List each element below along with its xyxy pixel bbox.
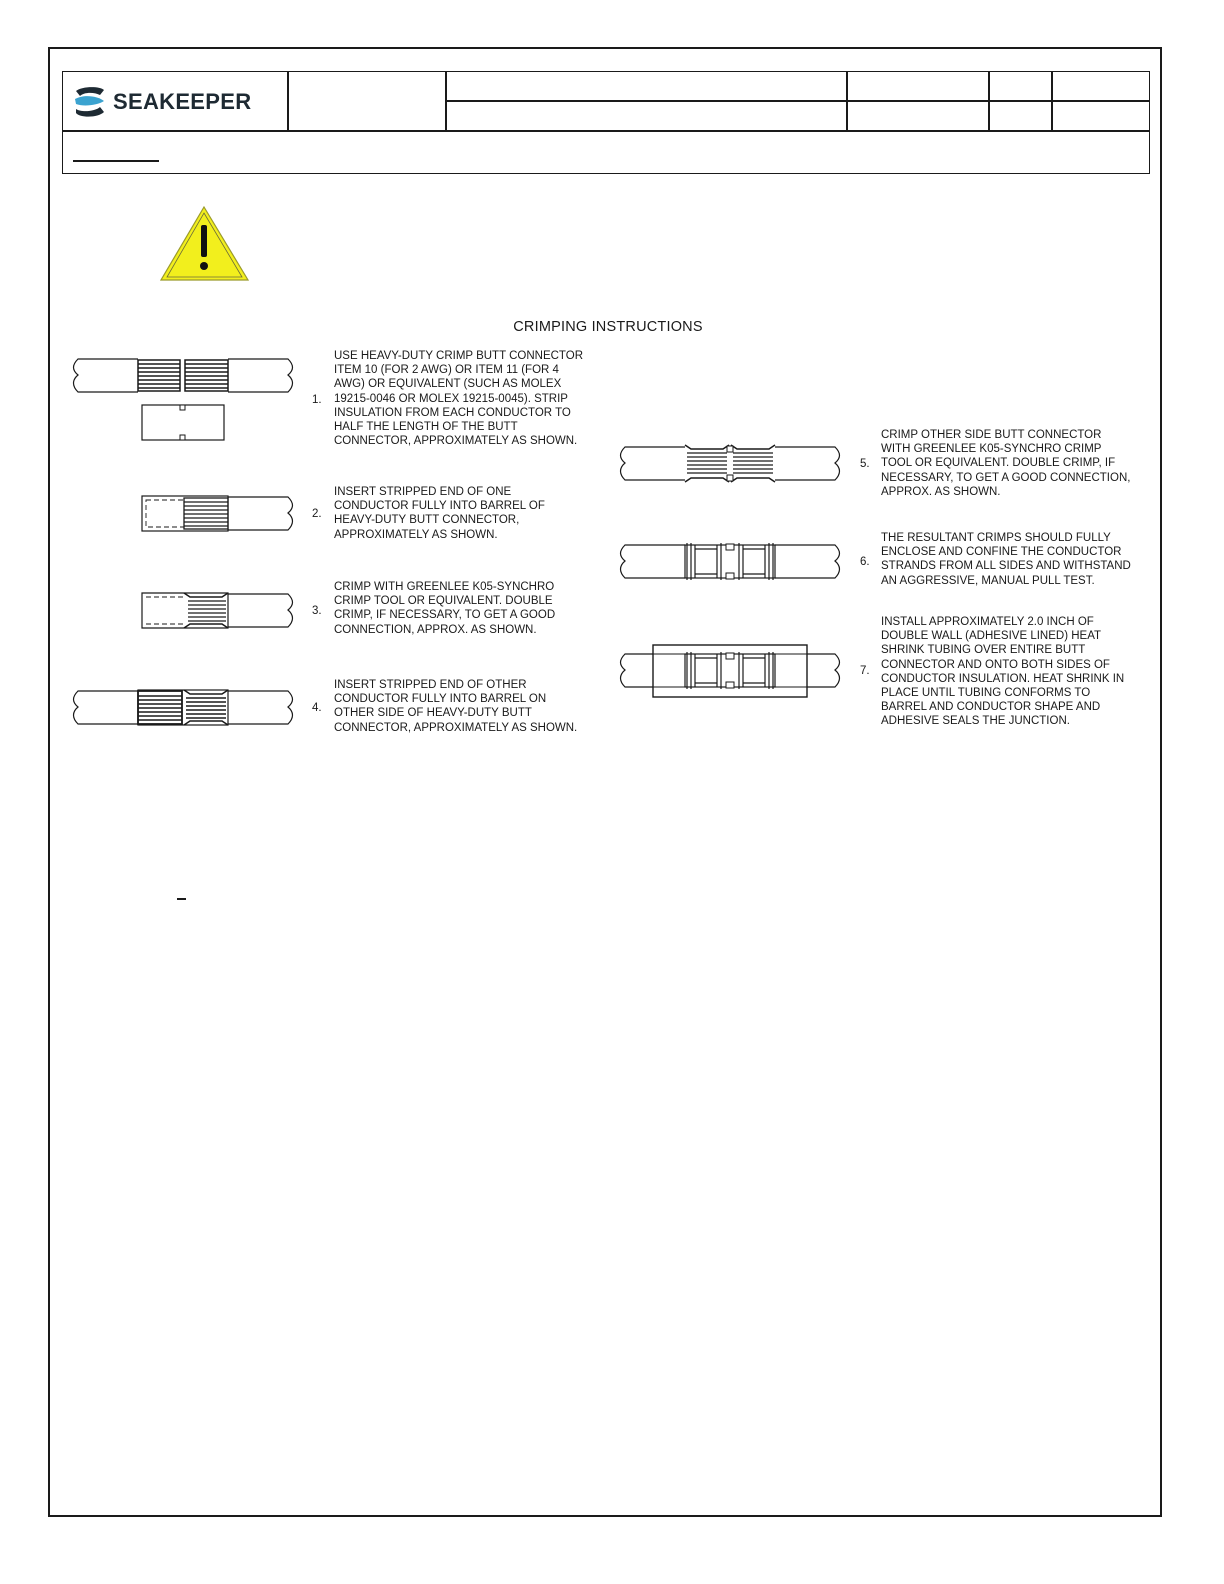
step-number: 1. [312, 394, 322, 406]
figure-resultant-crimps [619, 541, 844, 583]
step-text: INSERT STRIPPED END OF ONE CONDUCTOR FULLY INTO BARREL OF HEAVY-DUTY BUTT CONNECTOR, APPROXIMATELY AS SHOWN. [334, 486, 545, 541]
warning-triangle-icon [160, 205, 250, 283]
dash-mark [177, 898, 186, 900]
figure-stripped-conductors [72, 356, 297, 444]
figure-insert-one-conductor [140, 494, 297, 534]
title-block-row-line [445, 100, 1150, 102]
step-number: 2. [312, 508, 322, 520]
step-text: CRIMP OTHER SIDE BUTT CONNECTOR WITH GREENLEE K05-SYNCHRO CRIMP TOOL OR EQUIVALENT. DOUBLE CRIMP, IF NECESSARY, TO GET A GOOD CONNECTION, APPROX. AS SHOWN. [881, 429, 1131, 498]
step-text: INSTALL APPROXIMATELY 2.0 INCH OF DOUBLE WALL (ADHESIVE LINED) HEAT SHRINK TUBING OVER ENTIRE BUTT CONNECTOR AND ONTO BOTH SIDES OF CONDUCTOR INSULATION. HEAT SHRINK IN PLACE UNTIL TUBING CONFORMS TO BARREL AND CONDUCTOR SHAPE AND ADHESIVE SEALS THE JUNCTION. [881, 616, 1125, 728]
title-block [62, 71, 1150, 174]
figure-insert-other-conductor [72, 688, 297, 728]
section-title: CRIMPING INSTRUCTIONS [513, 319, 703, 335]
step-text: THE RESULTANT CRIMPS SHOULD FULLY ENCLOSE AND CONFINE THE CONDUCTOR STRANDS FROM ALL SIDES AND WITHSTAND AN AGGRESSIVE, MANUAL PULL TEST. [881, 532, 1131, 587]
step-number: 4. [312, 702, 322, 714]
title-block-divider [62, 130, 1150, 132]
figure-heat-shrink [619, 643, 844, 701]
step-number: 6. [860, 556, 870, 568]
title-block-cell-line [287, 71, 289, 131]
step-number: 7. [860, 665, 870, 677]
step-text: INSERT STRIPPED END OF OTHER CONDUCTOR FULLY INTO BARREL ON OTHER SIDE OF HEAVY-DUTY BUTT CONNECTOR, APPROXIMATELY AS SHOWN. [334, 679, 578, 734]
figure-second-crimp [619, 443, 844, 485]
underline-field [73, 160, 159, 162]
step-number: 5. [860, 458, 870, 470]
brand-name: SEAKEEPER [113, 89, 252, 114]
figure-first-crimp [140, 591, 297, 631]
step-number: 3. [312, 605, 322, 617]
step-text: USE HEAVY-DUTY CRIMP BUTT CONNECTOR ITEM 10 (FOR 2 AWG) OR ITEM 11 (FOR 4 AWG) OR EQUIVALENT (SUCH AS MOLEX 19215-0046 OR MOLEX 19215-0045). STRIP INSULATION FROM EACH CONDUCTOR TO HALF THE LENGTH OF THE BUTT CONNECTOR, APPROXIMATELY AS SHOWN. [334, 350, 583, 448]
seakeeper-s-logo-icon [72, 85, 108, 119]
step-text: CRIMP WITH GREENLEE K05-SYNCHRO CRIMP TOOL OR EQUIVALENT. DOUBLE CRIMP, IF NECESSARY, TO GET A GOOD CONNECTION, APPROX. AS SHOWN. [334, 581, 556, 636]
